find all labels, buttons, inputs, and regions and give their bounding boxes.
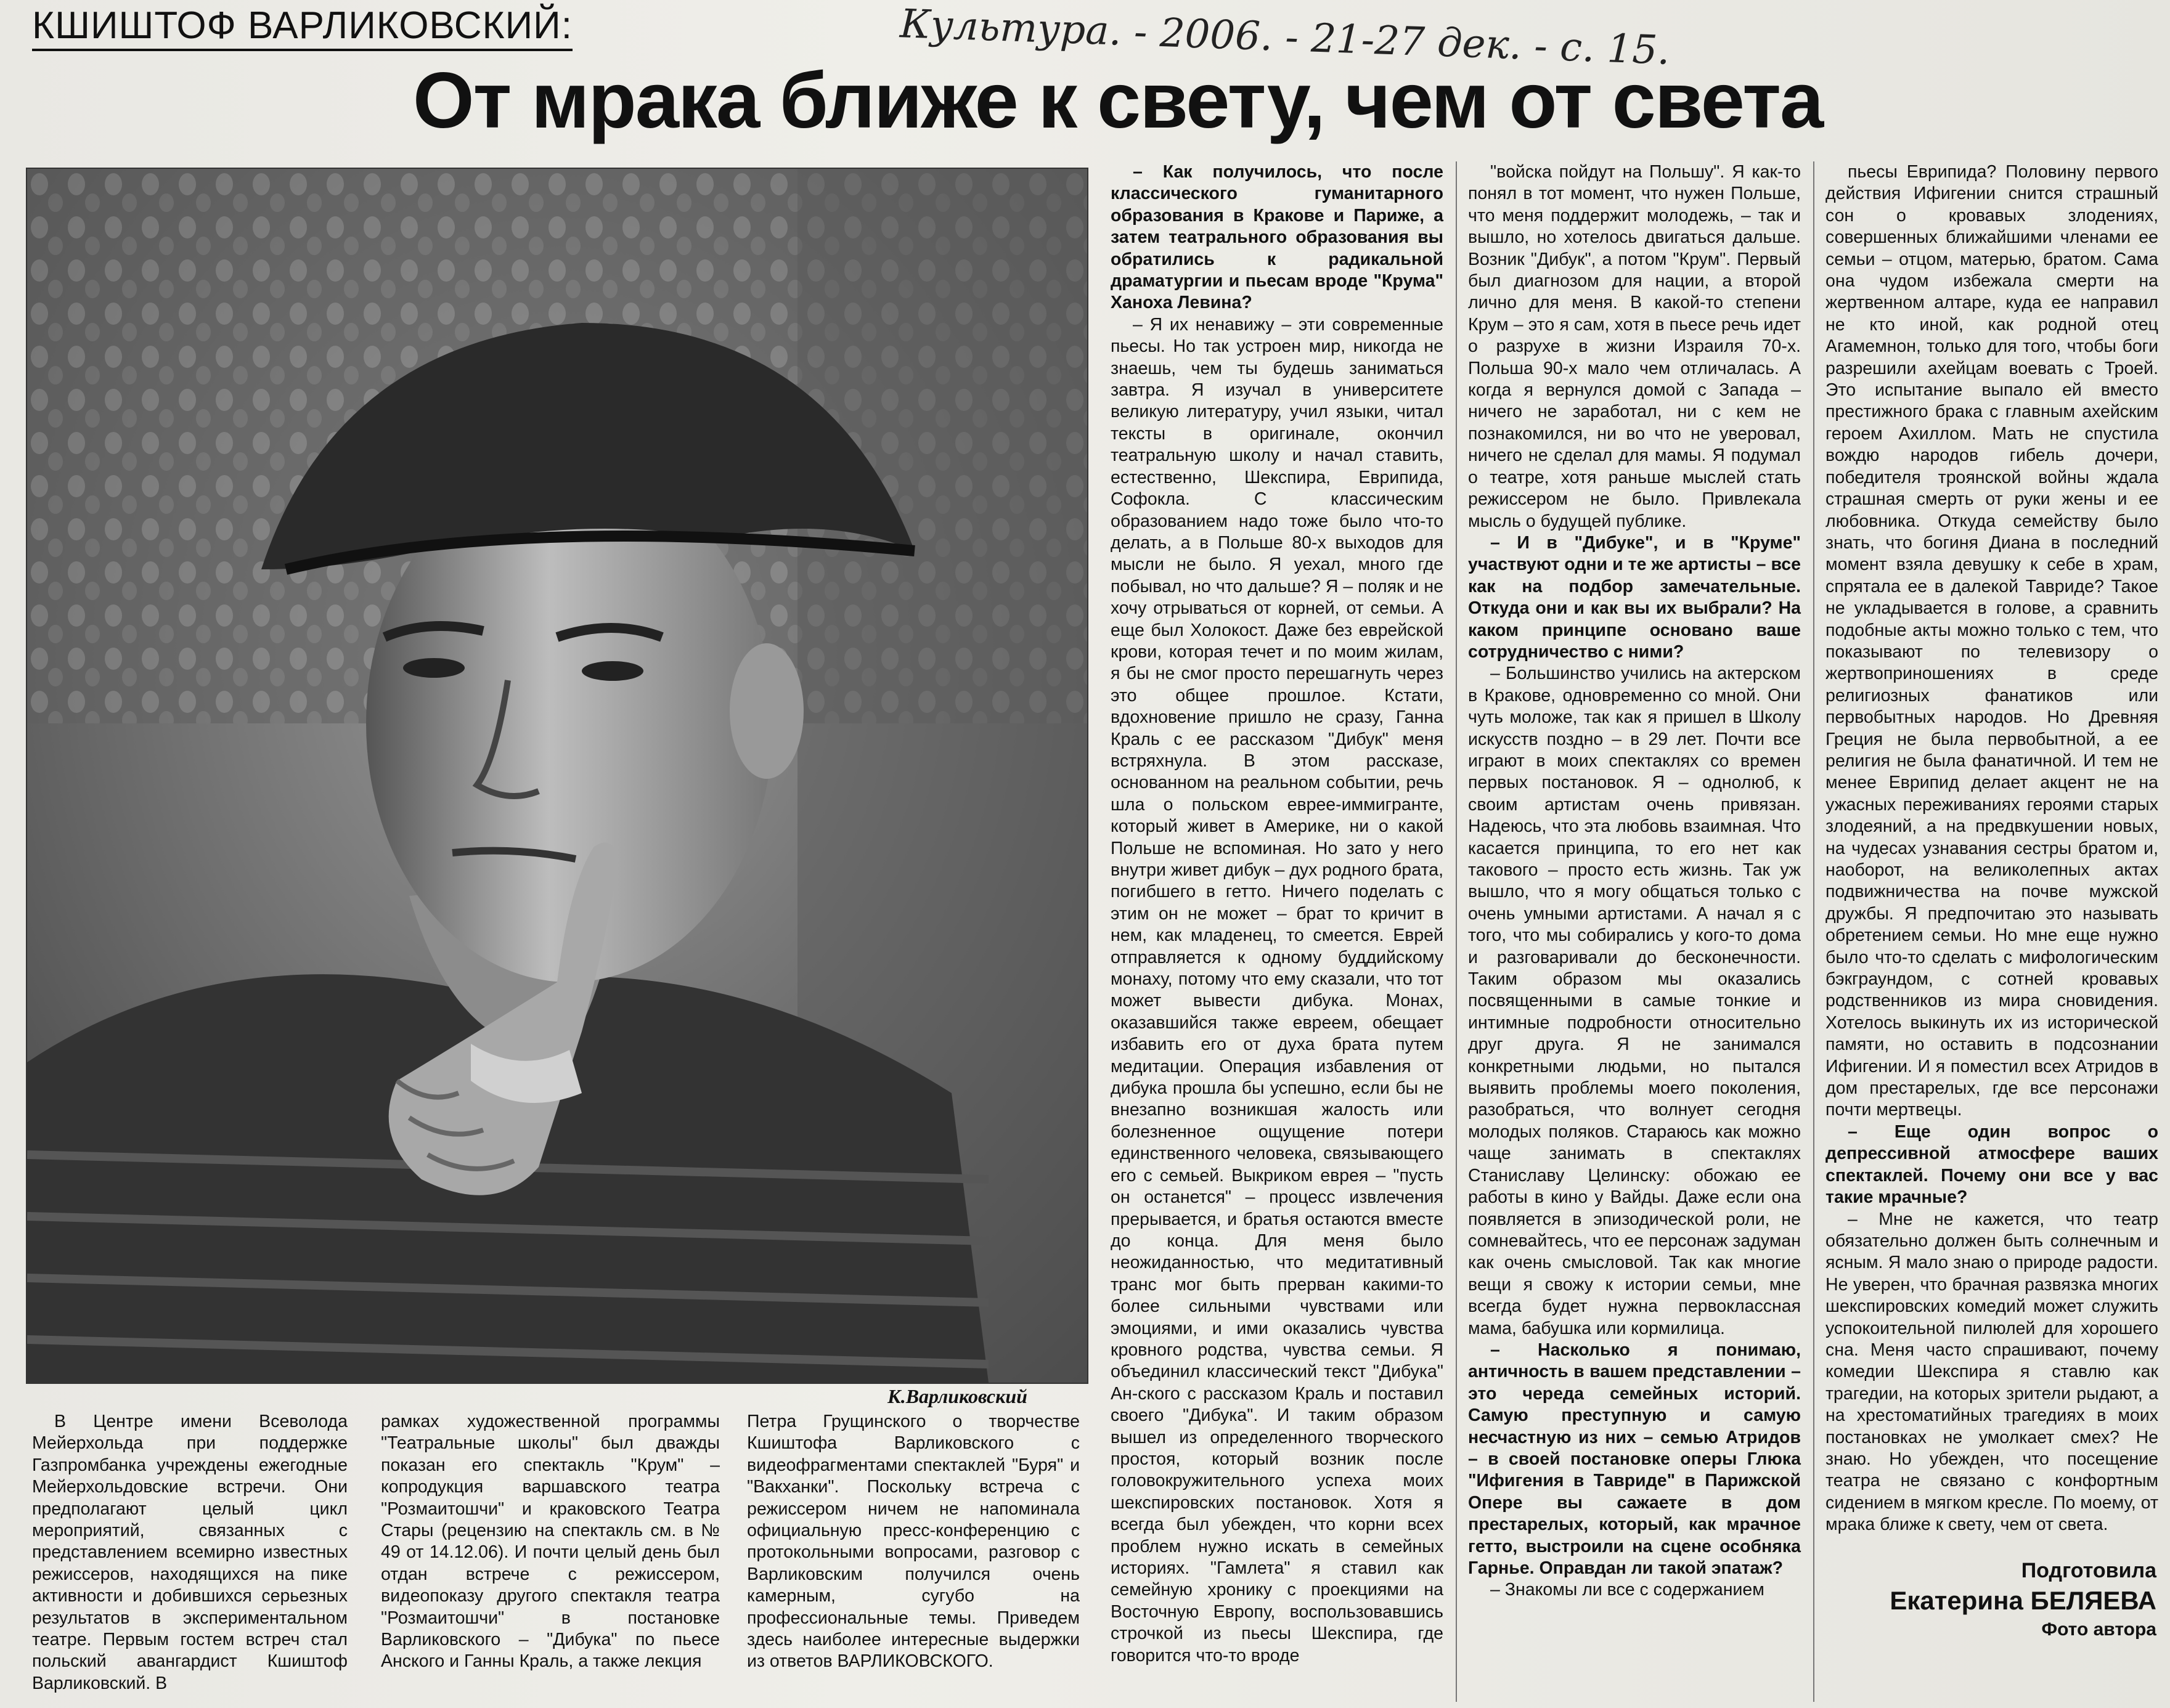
portrait-illustration — [27, 169, 1087, 1383]
interview-column-3 — [1825, 161, 2158, 1536]
kicker — [32, 4, 573, 51]
interview-answer: пьесы Еврипида? Половину первого действия Ифигении снится страшный сон о кровавых злодениях, совершенных ближайшими членами ее семьи – отцом, матерью, братом. Сама она чудом избежала смерти на жертвенном алтаре, куда ее направил не кто иной, как родной отец Агамемнон, только для того, чтобы боги разрешили ахейцам воевать с Троей. Это испытание выпало ей вместо престижного брака с главным ахейским героем Ахиллом. Мать не спустила вождю народов гибель дочери, победителя троянской войны ждала страшная смерть от руки жены и ее любовника. Откуда семейству было знать, что богиня Диана в последний момент взяла девушку к себе в храм, спрятала ее в далекой Тавриде? Такое не укладывается в голове, а сравнить подобные акты можно только с тем, что показывают по телевизору о жертвоприношениях в среде религиозных фанатиков или первобытных народов. Но Древняя Греция не была первобытной, а ее религия не была фанатичной. И тем не менее Еврипид делает акцент не на ужасных переживаниях героями старых злодеяний, а на предвкушении новых, на чудесах узнавания сестры братом и, наоборот, на великолепных актах подвижничества на почве мужской дружбы. Я предпочитаю это называть обретением семьи. Но мне еще нужно было что-то сделать с мифологическим бэкграундом, с сотней кровавых родственников из мира сновидения. Хотелось выкинуть их из исторической памяти, но оставить в подсознании Ифигении. И я поместил всех Атридов в дом престарелых, где все персонажи почти мертвецы. — [1825, 162, 2158, 1120]
interview-answer: – Мне не кажется, что театр обязательно должен быть солнечным и ясным. Я мало знаю о природе радости. Не уверен, что брачная развязка многих шекспировских комедий может служить успокоительной пилюлей для хорошего сна. Меня часто спрашивают, почему комедии Шекспира я ставлю как трагедии, на которых зрители рыдают, а на хрестоматийных трагедиях в моих постановках не умолкает смех? Не знаю. Но убежден, что посещение театра не связано с конфортным сидением в мягком кресле. По моему, от мрака ближе к свету, чем от света. — [1825, 1209, 2159, 1535]
interview-column-1 — [1111, 161, 1443, 1667]
interview-answer: – Большинство учились на актерском в Кракове, одновременно со мной. Они чуть моложе, так как я пришел в Школу искусств поздно – в 29 лет. Почти все играют в моих спектаклях со времен первых постановок. Я – однолюб, к своим артистам очень привязан. Надеюсь, что эта любовь взаимная. Что касается принципа, то его нет как такового – просто есть жизнь. Так уж вышло, что я могу общаться только с очень умными артистами. А начал я с того, что мы собирались у кого-то дома и разговаривали до бесконечности. Таким образом мы оказались посвященными в самые тонкие и интимные подробности относительно друг друга. Я не занимался конкретными людьми, но пытался выявить проблемы моего поколения, разобраться, что волнует сегодня молодых поляков. Стараюсь как можно чаще занимать в спектаклях Станиславу Целинску: обожаю ее работы в кино у Вайды. Даже если она появляется в эпизодической роли, не сомневайтесь, что ее персонаж задуман как очень смысловой. Так как многие вещи я свожу к истории семьи, мне всегда будет нужна первоклассная мама, бабушка или кормилица. — [1468, 664, 1801, 1338]
interview-column-2 — [1468, 161, 1801, 1601]
byline-prepared: Подготовила — [2021, 1559, 2156, 1582]
portrait-photo — [26, 168, 1088, 1384]
interview-answer: – Я их ненавижу – эти современные пьесы. Но так устроен мир, никогда не знаешь, чем ты будешь заниматься завтра. Я изучал в университете великую литературу, учил языки, читал тексты в оригинале, окончил театральную школу и начал ставить, естественно, Шекспира, Еврипида, Софокла. С классическим образованием надо тоже было что-то делать, а в Польше 80-х выходов для мысли не было. Я уехал, много где побывал, но что дальше? Я – поляк и не хочу отрываться от корней, от семьи. А еще был Холокост. Даже без еврейской крови, которая течет и по моим жилам, я бы не смог просто перешагнуть через это общее прошлое. Кстати, вдохновение пришло не сразу, Ганна Краль с ее рассказом "Дибук" меня встряхнула. В этом рассказе, основанном на реальном событии, речь шла о польском еврее-иммигранте, который живет в Америке, ни о какой Польше не вспоминая. Но зато у него внутри живет дибук – дух родного брата, погибшего в гетто. Ничего поделать с этим он не может – брат то кричит в нем, как младенец, то смеется. Еврей отправляется к одному буддийскому монаху, потому что ему сказали, что тот может вывести дибука. Монах, оказавшийся также евреем, обещает избавить его от духа брата путем медитации. Операция избавления от дибука прошла бы успешно, если бы не внезапно возникшая жалость или болезненное ощущение потери единственного человека, связывающего его с семьей. Выкриком еврея – "пусть он останется" – процесс извлечения прерывается, и братья остаются вместе до конца. Для меня было неожиданностью, что медитативный транс мог быть прерван какими-то более сильными чувствами или эмоциями, и ими оказались чувства кровного родства, чувства семьи. Я объединил классический текст "Дибука" Ан-ского с рассказом Краль и поставил своего "Дибука". И таким образом вышел из определенного творческого простоя, который возник после головокружительного успеха моих шекспировских постановок. Хотя я всегда был убежден, что корни всех проблем нужно искать в семейных историях. "Гамлета" я ставил как семейную хронику с проекциями на Восточную Европу, воспользовавшись строчкой из пьесы Шекспира, где говорится что-то вроде — [1111, 314, 1443, 1665]
interview-question: – Еще один вопрос о депрессивной атмосфере ваших спектаклей. Почему они все у вас такие мрачные? — [1825, 1121, 2158, 1208]
intro-paragraph-1: В Центре имени Всеволода Мейерхольда при поддержке Газпромбанка учреждены ежегодные Мейерхольдовские встречи. Они предполагают целый цикл мероприятий, связанных с представлением всемирно известных режиссеров, находящихся на пике активности и добившихся серьезных результатов в экспериментальном театре. Первым гостем встреч стал польский авангардист Кшиштоф Варликовский. В — [32, 1412, 348, 1693]
interview-answer: – Знакомы ли все с содержанием — [1490, 1580, 1764, 1600]
interview-question: – Насколько я понимаю, античность в вашем представлении – это череда семейных историй. Самую преступную и самую несчастную из них – семью Атридов – в своей постановке оперы Глюка "Ифигения в Тавриде" в Парижской Опере вы сажаете в дом престарелых, который, как мрачное гетто, выстроили на сцене особняка Гарнье. Оправдан ли такой эпатаж? — [1468, 1340, 1801, 1578]
intro-column-2 — [381, 1411, 720, 1673]
column-divider — [1456, 161, 1457, 1702]
photo-caption: К.Варликовский — [887, 1385, 1027, 1407]
column-divider — [1813, 161, 1814, 1702]
interview-answer: "войска пойдут на Польшу". Я как-то понял в тот момент, что нужен Польше, что меня поддержит молодежь, – так и вышло, но хотелось двигаться дальше. Возник "Дибук", а потом "Крум". Первый был диагнозом для нации, а второй лично для меня. В какой-то степени Крум – это я сам, хотя в пьесе речь идет о разрухе в жизни Израиля 70-х. Польша 90-х мало чем отличалась. А когда я вернулся домой с Запада – ничего не заработал, ни с кем не познакомился, ни во что не уверовал, ничего не сделал для мамы. Я подумал о театре, хотя раньше мыслей стать режиссером не было. Привлекала мысль о будущей публике. — [1468, 162, 1801, 531]
byline-photo: Фото автора — [2041, 1619, 2156, 1640]
headline: От мрака ближе к свету, чем от света — [413, 57, 1823, 145]
interview-question: – Как получилось, что после классического гуманитарного образования в Кракове и Париже, а затем театрального образования вы обратились к радикальной драматургии и пьесам вроде "Крума" Ханоха Левина? — [1111, 162, 1443, 313]
intro-column-1 — [32, 1411, 348, 1694]
handwritten-note: Культура. - 2006. - 21-27 дек. - с. 15. — [899, 1, 1671, 74]
kicker-text: КШИШТОФ ВАРЛИКОВСКИЙ: — [32, 4, 573, 51]
intro-paragraph-3: Петра Грущинского о творчестве Кшиштофа Варликовского с видеофрагментами спектаклей "Буря" и "Вакханки". Поскольку встреча с режиссером ничем не напоминала официальную пресс-конференцию с протокольными вопросами, разговор с Варликовским получился очень камерным, сугубо на профессиональные темы. Приведем здесь наиболее интересные выдержки из ответов ВАРЛИКОВСКОГО. — [747, 1412, 1080, 1672]
byline-author: Екатерина БЕЛЯЕВА — [1890, 1586, 2156, 1615]
interview-question: – И в "Дибуке", и в "Круме" участвуют одни и те же артисты – все как на подбор замечательные. Откуда они и как вы их выбрали? На каком принципе основано ваше сотрудничество с ними? — [1468, 532, 1801, 662]
intro-column-3 — [747, 1411, 1080, 1673]
intro-paragraph-2: рамках художественной программы "Театральные школы" был дважды показан его спектакль "Крум" – копродукция варшавского театра "Розмаитошчи" и краковского Театра Стары (рецензию на спектакль см. в № 49 от 14.12.06). И почти целый день был отдан встрече с режиссером, видеопоказу другого спектакля театра "Розмаитошчи" в постановке Варликовского – "Дибука" по пьесе Анского и Ганны Краль, а также лекция — [381, 1412, 720, 1672]
